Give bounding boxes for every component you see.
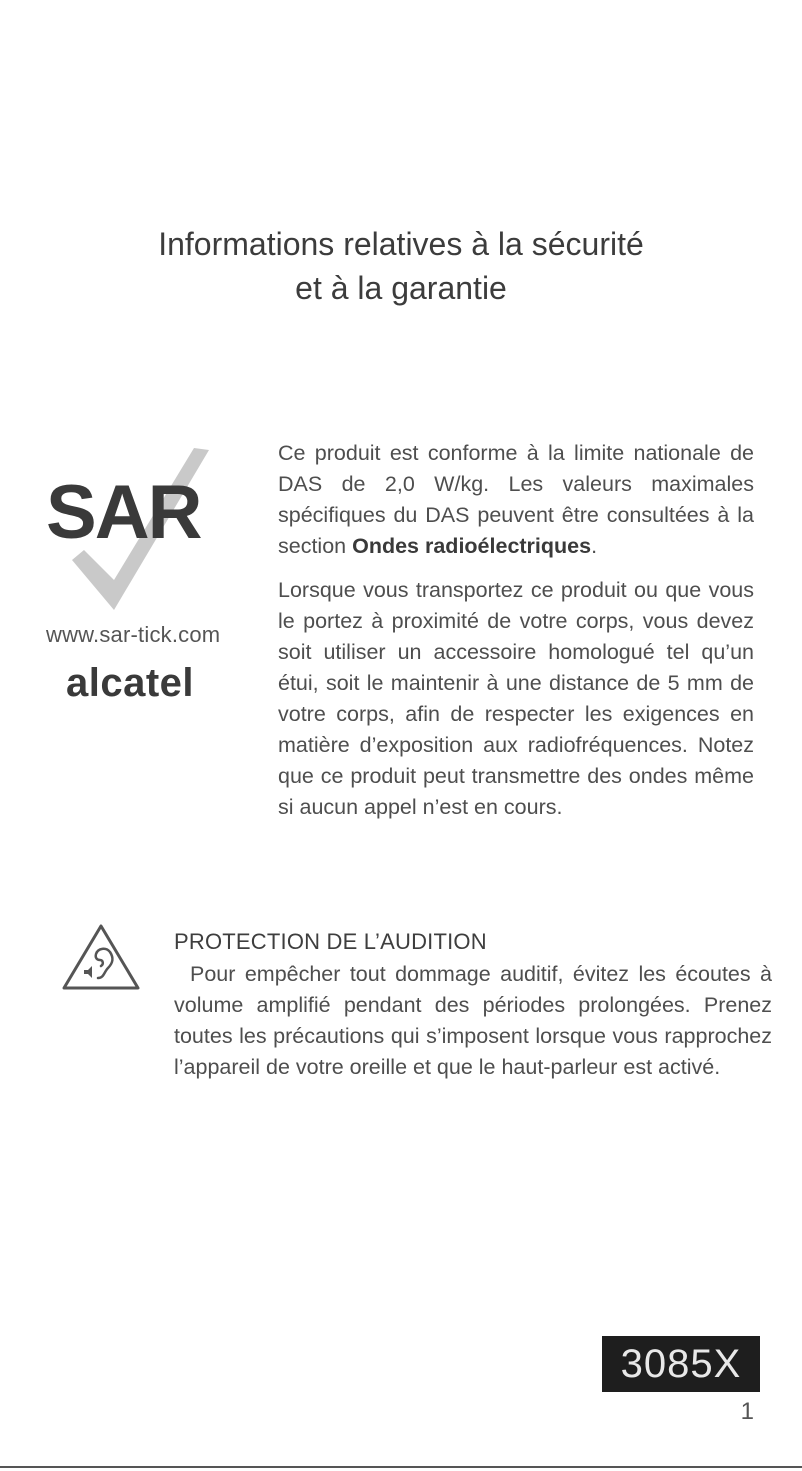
sar-paragraph-2: Lorsque vous transportez ce produit ou que vous le portez à proximité de votre corps, vous devez soit utiliser un accessoire homologué tel qu’un étui, soit le maintenir à une distance de 5 mm de votre corps, afin de respecter les exigences en matière d’exposition aux radiofréquences. Notez que ce produit peut transmettre des ondes même si aucun appel n’est en cours. [278, 578, 754, 819]
sar-tick-logo [44, 440, 234, 620]
alcatel-logo: alcatel [66, 661, 195, 705]
sar-url: www.sar-tick.com [46, 622, 221, 647]
page-title [0, 222, 802, 310]
hearing-warning-icon [60, 922, 142, 992]
hearing-protection-section [174, 926, 772, 1083]
hearing-heading: PROTECTION DE L’AUDITION [174, 929, 487, 954]
title-line-2: et à la garantie [295, 270, 507, 306]
bottom-divider [0, 1466, 802, 1468]
sar-paragraph-1: Ce produit est conforme à la limite nationale de DAS de 2,0 W/kg. Les valeurs maximales spécifiques du DAS peuvent être consultées à la section Ondes radioélectriques. [278, 441, 754, 558]
model-badge: 3085X [602, 1336, 760, 1392]
sar-description [278, 438, 754, 836]
page-number: 1 [740, 1398, 754, 1425]
sar-logo-text: SAR [46, 470, 201, 555]
title-line-1: Informations relatives à la sécurité [158, 226, 644, 262]
hearing-body: Pour empêcher tout dommage auditif, évitez les écoutes à volume amplifié pendant des périodes prolongées. Prenez toutes les précautions qui s’imposent lorsque vous rapprochez l’appareil de votre oreille et que le haut-parleur est activé. [174, 962, 772, 1079]
section-reference: Ondes radioélectriques [352, 534, 592, 558]
